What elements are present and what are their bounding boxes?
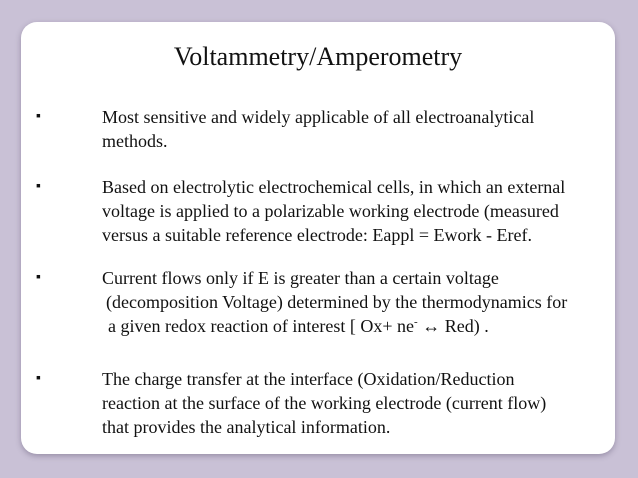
bullet-line: Most sensitive and widely applicable of all electroanalytical <box>102 107 535 127</box>
square-bullet-icon: ▪ <box>36 179 41 194</box>
bullet-text <box>102 175 612 247</box>
square-bullet-icon: ▪ <box>36 371 41 386</box>
bullet-line: Current flows only if E is greater than a certain voltage <box>102 268 499 288</box>
bullet-text <box>102 105 612 153</box>
redox-text-end: ↔ Red) . <box>417 316 489 336</box>
bullet-line: that provides the analytical information. <box>102 417 391 437</box>
bullet-line: Based on electrolytic electrochemical cells, in which an external <box>102 177 566 197</box>
slide-title: Voltammetry/Amperometry <box>173 42 463 71</box>
bullet-line <box>102 314 612 338</box>
bullet-line: versus a suitable reference electrode: Eappl = Ework - Eref. <box>102 225 532 245</box>
bullet-line: (decomposition Voltage) determined by the thermodynamics for <box>106 292 568 312</box>
bullet-line: reaction at the surface of the working electrode (current flow) <box>102 393 547 413</box>
redox-text-start: a given redox reaction of interest [ Ox+ ne <box>108 316 415 336</box>
electron-charge-superscript: - <box>414 316 418 328</box>
bullet-line: methods. <box>102 131 168 151</box>
bullet-text <box>102 266 612 338</box>
slide <box>21 22 615 454</box>
square-bullet-icon: ▪ <box>36 270 41 285</box>
bullet-line: The charge transfer at the interface (Oxidation/Reduction <box>102 369 515 389</box>
bullet-text <box>102 367 612 439</box>
bullet-line: voltage is applied to a polarizable working electrode (measured <box>102 201 559 221</box>
square-bullet-icon: ▪ <box>36 109 41 124</box>
